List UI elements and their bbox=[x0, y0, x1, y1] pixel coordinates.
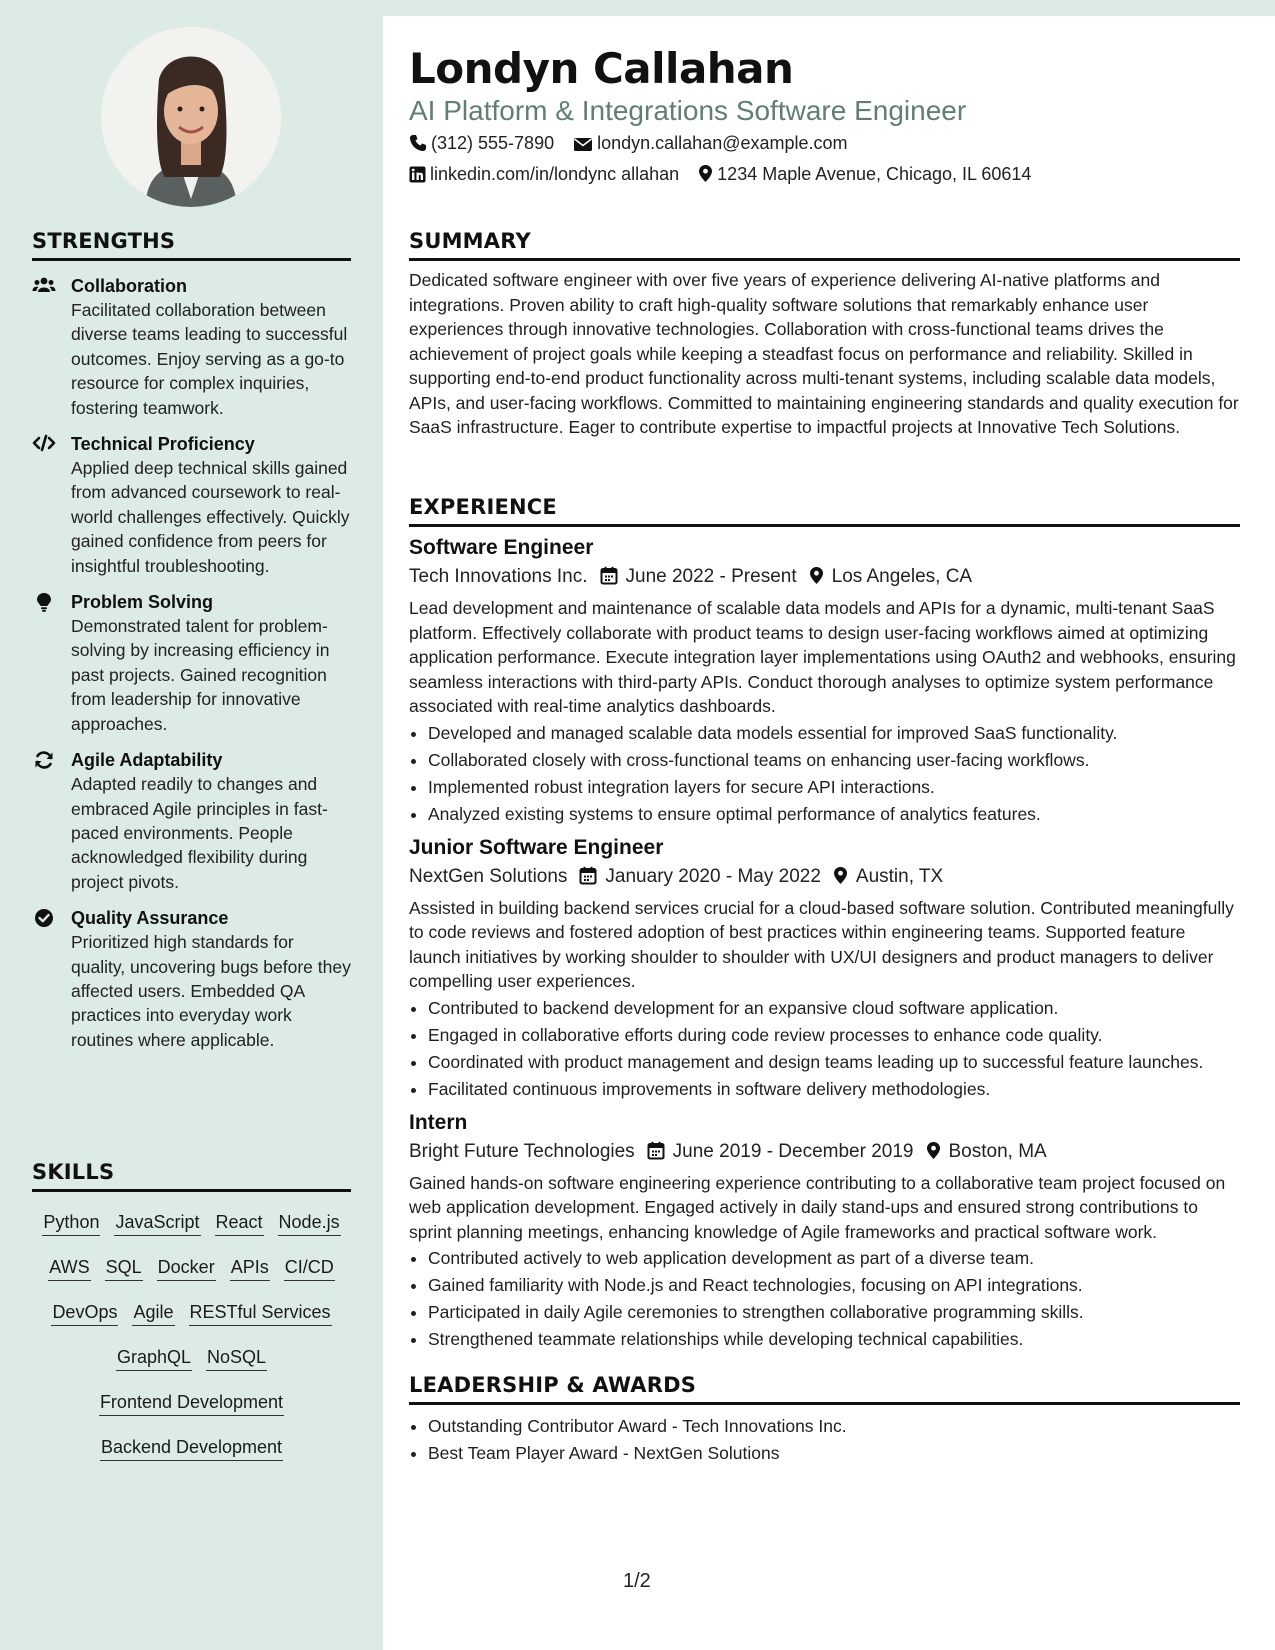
job-bullets bbox=[409, 996, 1240, 1101]
users-icon bbox=[32, 276, 56, 296]
check-circle-icon bbox=[32, 908, 56, 928]
strength-text: Adapted readily to changes and embraced Agile principles in fast-paced environments. People acknowledged flexibility during project pivots. bbox=[71, 774, 328, 892]
address-text: 1234 Maple Avenue, Chicago, IL 60614 bbox=[717, 164, 1032, 184]
contact-row-1 bbox=[409, 133, 862, 154]
sidebar bbox=[0, 0, 383, 1650]
awards-heading: LEADERSHIP & AWARDS bbox=[409, 1373, 1240, 1405]
job-meta bbox=[409, 566, 1240, 588]
job-entry bbox=[409, 1111, 1240, 1352]
awards-list bbox=[409, 1414, 1240, 1465]
job-company: Tech Innovations Inc. bbox=[409, 566, 588, 587]
job-description: Assisted in building backend services crucial for a cloud-based software solution. Contributed meaningfully to code reviews and fostered adoption of best practices within engineering teams. Supported feature launch initiatives by working shoulder to shoulder with UX/UI designers and product managers to deliver compelling user experiences. bbox=[409, 897, 1234, 992]
job-meta bbox=[409, 1141, 1240, 1163]
skill-tag: React bbox=[215, 1211, 264, 1236]
skill-tag: GraphQL bbox=[116, 1346, 192, 1371]
skills-list bbox=[32, 1200, 351, 1470]
job-description: Gained hands-on software engineering experience contributing to a collaborative team project focused on web application development. Engaged actively in daily stand-ups and ensured strong contributions to sprint planning meetings, enhancing knowledge of Agile frameworks and practical software work. bbox=[409, 1172, 1226, 1242]
linkedin-icon bbox=[409, 166, 426, 183]
strength-text: Prioritized high standards for quality, uncovering bugs before they affected users. Embedded QA practices into everyday work routines where applicable. bbox=[71, 932, 351, 1050]
strength-text: Facilitated collaboration between diverse teams leading to successful outcomes. Enjoy serving as a go-to resource for complex inquiries, fostering teamwork. bbox=[71, 300, 348, 418]
job-bullet: • Strengthened teammate relationships while developing technical capabilities. bbox=[428, 1327, 1240, 1351]
experience-heading: EXPERIENCE bbox=[409, 495, 1240, 527]
job-entry bbox=[409, 836, 1240, 1101]
email-text: londyn.callahan@example.com bbox=[597, 133, 848, 153]
job-location: Austin, TX bbox=[855, 865, 944, 887]
job-location: Boston, MA bbox=[948, 1140, 1047, 1162]
experience-section bbox=[409, 495, 1240, 1354]
skill-tag: Backend Development bbox=[100, 1436, 283, 1461]
job-description: Lead development and maintenance of scalable data models and APIs for a dynamic, multi-tenant SaaS platform. Effectively collaborate with product teams to design user-facing workflows aimed at optimizing application performance. Execute integration layer implementations using OAuth2 and webhooks, ensuring seamless interactions with third-party APIs. Conduct thorough analyses to optimize system performance associated with real-time analytics dashboards. bbox=[409, 598, 1236, 716]
skill-tag: Docker bbox=[157, 1256, 216, 1281]
strengths-heading: STRENGTHS bbox=[32, 229, 351, 261]
map-pin-icon bbox=[833, 866, 848, 885]
job-bullet: • Contributed to backend development for an expansive cloud software application. bbox=[428, 996, 1240, 1020]
skill-tag: CI/CD bbox=[284, 1256, 335, 1281]
skills-heading: SKILLS bbox=[32, 1160, 351, 1192]
strength-text: Demonstrated talent for problem-solving by increasing efficiency in past projects. Gained recognition from leadership for innovative approaches. bbox=[71, 616, 330, 734]
skill-tag: AWS bbox=[48, 1256, 90, 1281]
calendar-icon bbox=[647, 1141, 665, 1160]
phone-contact[interactable] bbox=[409, 133, 554, 154]
phone-text: (312) 555-7890 bbox=[431, 133, 555, 153]
job-location: Los Angeles, CA bbox=[831, 566, 973, 587]
strength-item bbox=[32, 748, 351, 894]
awards-section bbox=[409, 1373, 1240, 1468]
strength-text: Applied deep technical skills gained from advanced coursework to real-world challenges effectively. Quickly gained confidence from peers for insightful troubleshooting. bbox=[71, 458, 350, 576]
calendar-icon bbox=[600, 566, 618, 585]
job-dates: June 2019 - December 2019 bbox=[672, 1140, 914, 1162]
job-bullet: • Engaged in collaborative efforts during code review processes to enhance code quality. bbox=[428, 1023, 1240, 1047]
job-bullets bbox=[409, 1246, 1240, 1351]
job-bullet: • Developed and managed scalable data models essential for improved SaaS functionality. bbox=[428, 721, 1240, 745]
summary-text: Dedicated software engineer with over five years of experience delivering AI-native platforms and integrations. Proven ability to craft high-quality software solutions that remarkably enhance user experiences through innovative technologies. Collaboration with cross-functional teams drives the achievement of project goals while keeping a steadfast focus on performance and reliability. Skilled in supporting end-to-end product functionality across multi-tenant systems, including scalable data models, APIs, and user-facing workflows. Committed to maintaining engineering standards and quality execution for SaaS infrastructure. Eager to contribute expertise to impactful projects at Innovative Tech Solutions. bbox=[409, 270, 1239, 437]
calendar-icon bbox=[579, 866, 597, 885]
job-meta bbox=[409, 866, 1240, 888]
skill-tag: Python bbox=[42, 1211, 100, 1236]
email-icon bbox=[573, 136, 593, 152]
strength-item bbox=[32, 274, 351, 420]
skill-tag: NoSQL bbox=[206, 1346, 267, 1371]
job-dates: January 2020 - May 2022 bbox=[605, 865, 821, 887]
skill-tag: SQL bbox=[105, 1256, 143, 1281]
map-pin-icon bbox=[926, 1141, 941, 1160]
summary-section bbox=[409, 229, 1240, 440]
profile-photo bbox=[101, 27, 281, 207]
job-entry bbox=[409, 536, 1240, 826]
candidate-name: Londyn Callahan bbox=[409, 44, 794, 93]
strength-item bbox=[32, 590, 351, 736]
linkedin-contact[interactable] bbox=[409, 164, 679, 185]
skill-tag: JavaScript bbox=[114, 1211, 200, 1236]
code-icon bbox=[32, 434, 56, 454]
job-dates: June 2022 - Present bbox=[625, 566, 797, 587]
job-bullet: • Analyzed existing systems to ensure optimal performance of analytics features. bbox=[428, 802, 1240, 826]
job-bullet: • Facilitated continuous improvements in software delivery methodologies. bbox=[428, 1077, 1240, 1101]
strength-title: Quality Assurance bbox=[71, 908, 229, 929]
skill-tag: DevOps bbox=[51, 1301, 118, 1326]
lightbulb-icon bbox=[32, 592, 56, 612]
phone-icon bbox=[409, 134, 427, 152]
job-bullet: • Participated in daily Agile ceremonies to strengthen collaborative programming skills. bbox=[428, 1300, 1240, 1324]
map-pin-icon bbox=[809, 566, 824, 585]
job-bullets bbox=[409, 721, 1240, 826]
job-title: Software Engineer bbox=[409, 536, 594, 559]
address-contact bbox=[698, 164, 1031, 185]
page-number: 1/2 bbox=[623, 1570, 651, 1592]
map-pin-icon bbox=[698, 164, 713, 183]
skill-tag: RESTful Services bbox=[189, 1301, 332, 1326]
job-title: Intern bbox=[409, 1110, 468, 1134]
contact-row-2 bbox=[409, 164, 1045, 185]
email-contact[interactable] bbox=[573, 133, 847, 154]
job-bullet: • Implemented robust integration layers for secure API interactions. bbox=[428, 775, 1240, 799]
strength-item bbox=[32, 906, 351, 1052]
skill-tag: APIs bbox=[230, 1256, 270, 1281]
job-bullet: • Contributed actively to web application development as part of a diverse team. bbox=[428, 1246, 1240, 1270]
job-bullet: • Collaborated closely with cross-functional teams on enhancing user-facing workflows. bbox=[428, 748, 1240, 772]
job-title: Junior Software Engineer bbox=[409, 835, 664, 859]
linkedin-text: linkedin.com/in/londync allahan bbox=[430, 164, 680, 184]
skills-section bbox=[32, 1160, 351, 1470]
strength-item bbox=[32, 432, 351, 578]
award-item: • Best Team Player Award - NextGen Solutions bbox=[428, 1441, 1240, 1465]
sync-icon bbox=[32, 750, 56, 770]
skill-tag: Agile bbox=[132, 1301, 174, 1326]
candidate-title: AI Platform & Integrations Software Engineer bbox=[409, 95, 967, 126]
job-bullet: • Coordinated with product management and design teams leading up to successful feature launches. bbox=[428, 1050, 1240, 1074]
strengths-section bbox=[32, 229, 351, 1052]
strength-title: Technical Proficiency bbox=[71, 434, 255, 455]
job-bullet: • Gained familiarity with Node.js and React technologies, focusing on API integrations. bbox=[428, 1273, 1240, 1297]
strength-title: Problem Solving bbox=[71, 592, 214, 613]
skill-tag: Node.js bbox=[278, 1211, 341, 1236]
skill-tag: Frontend Development bbox=[99, 1391, 284, 1416]
job-company: NextGen Solutions bbox=[409, 865, 568, 887]
summary-heading: SUMMARY bbox=[409, 229, 1240, 261]
strength-title: Agile Adaptability bbox=[71, 750, 223, 771]
strength-title: Collaboration bbox=[71, 276, 187, 296]
job-company: Bright Future Technologies bbox=[409, 1140, 635, 1162]
award-item: • Outstanding Contributor Award - Tech Innovations Inc. bbox=[428, 1414, 1240, 1438]
